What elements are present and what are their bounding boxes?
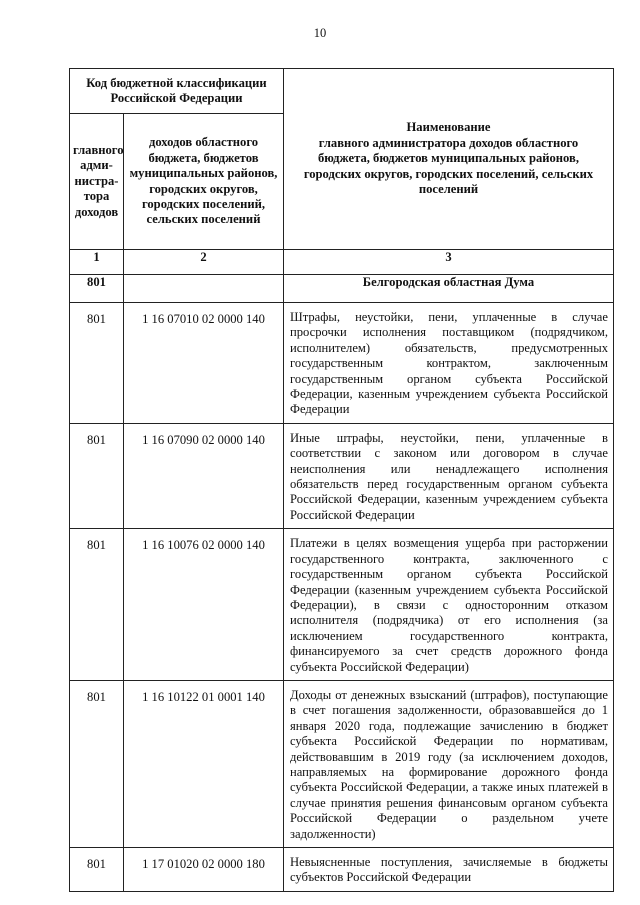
classification-header: Код бюджетной классификации Российской Федерации bbox=[70, 69, 284, 114]
admin-code-cell: 801 bbox=[70, 423, 124, 528]
admin-code-cell: 801 bbox=[70, 680, 124, 847]
description-cell: Иные штрафы, неустойки, пени, уплаченные в соответствии с законом или договором в случае неисполнения или ненадлежащего исполнения обязательств перед государственным органом субъекта Российской Федерации, казенным учреждением субъекта Российской Федерации bbox=[284, 423, 614, 528]
admin-code-cell: 801 bbox=[70, 848, 124, 892]
revenue-code-cell: 1 16 10076 02 0000 140 bbox=[124, 529, 284, 681]
organization-code: 801 bbox=[70, 275, 124, 303]
table-row bbox=[70, 680, 614, 847]
name-header bbox=[284, 69, 614, 250]
organization-row bbox=[70, 275, 614, 303]
revenue-code-cell: 1 17 01020 02 0000 180 bbox=[124, 848, 284, 892]
header-row-top bbox=[70, 69, 614, 114]
column-number: 2 bbox=[124, 250, 284, 275]
table-row bbox=[70, 529, 614, 681]
name-header-title: Наименование bbox=[406, 120, 491, 135]
admin-column-header: главного адми-нистра-тора доходов bbox=[70, 114, 124, 250]
revenue-code-cell: 1 16 07090 02 0000 140 bbox=[124, 423, 284, 528]
admin-code-cell: 801 bbox=[70, 529, 124, 681]
description-cell: Штрафы, неустойки, пени, уплаченные в случае просрочки исполнения поставщиком (подрядчиком, исполнителем) обязательств, предусмотренных государственным контрактом, заключенным государственным органом субъекта Российской Федерации, казенным учреждением субъекта Российской Федерации bbox=[284, 303, 614, 424]
budget-classification-table bbox=[69, 68, 614, 892]
table-row bbox=[70, 423, 614, 528]
column-numbers-row bbox=[70, 250, 614, 275]
table-row bbox=[70, 303, 614, 424]
revenue-column-header: доходов областного бюджета, бюджетов муниципальных районов, городских округов, городских поселений, сельских поселений bbox=[124, 114, 284, 250]
column-number: 3 bbox=[284, 250, 614, 275]
organization-name: Белгородская областная Дума bbox=[284, 275, 614, 303]
revenue-code-cell: 1 16 07010 02 0000 140 bbox=[124, 303, 284, 424]
admin-code-cell: 801 bbox=[70, 303, 124, 424]
page-number: 10 bbox=[313, 26, 327, 40]
description-cell: Невыясненные поступления, зачисляемые в бюджеты субъектов Российской Федерации bbox=[284, 848, 614, 892]
table-row bbox=[70, 848, 614, 892]
name-header-subtitle: главного администратора доходов областного бюджета, бюджетов муниципальных районов, городских округов, городских поселений, сельских поселений bbox=[303, 135, 594, 197]
organization-empty-cell bbox=[124, 275, 284, 303]
column-number: 1 bbox=[70, 250, 124, 275]
revenue-code-cell: 1 16 10122 01 0001 140 bbox=[124, 680, 284, 847]
description-cell: Доходы от денежных взысканий (штрафов), поступающие в счет погашения задолженности, образовавшейся до 1 января 2020 года, подлежащие зачислению в бюджет субъекта Российской Федерации по нормативам, действовавшим в 2019 году (за исключением доходов, направляемых на формирование дорожного фонда субъекта Российской Федерации, а также иных платежей в случае принятия решения финансовым органом субъекта Российской Федерации о раздельном учете задолженности) bbox=[284, 680, 614, 847]
description-cell: Платежи в целях возмещения ущерба при расторжении государственного контракта, заключенного с государственным органом субъекта Российской Федерации (казенным учреждением субъекта Российской Федерации), в связи с односторонним отказом исполнителя (подрядчика) от его исполнения (за исключением государственного контракта, финансируемого за счет средств дорожного фонда субъекта Российской Федерации) bbox=[284, 529, 614, 681]
